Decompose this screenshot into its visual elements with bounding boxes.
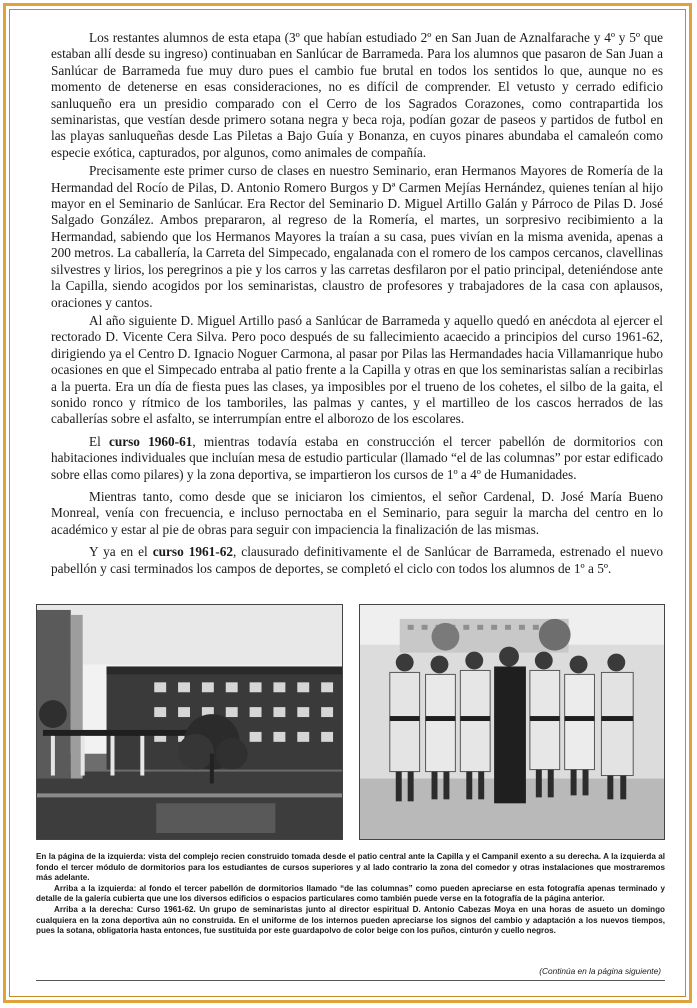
paragraph-6-post: , clausurado definitivamente el de Sanlúcar de Barrameda, estrenado el nuevo pabellón y casi terminados los campos de deportes, se completó el ciclo con todos los alumnos de 1º a 5º. [51,544,663,576]
article-body [51,30,663,579]
caption-1: En la página de la izquierda: vista del complejo recien construido tomada desde el patio central ante la Capilla y el Campanil exento a su derecha. A la izquierda al fondo el tercer módulo de dormitorios para los estudiantes de cursos superiores y al lado contrario la zona del comedor y otras instalaciones que mostraremos más adelante. [36,852,665,883]
paragraph-1: Los restantes alumnos de esta etapa (3º que habían estudiado 2º en San Juan de Aznalfarache y 4º y 5º que estaban allí desde su ingreso) continuaban en Sanlúcar de Barrameda. Para los alumnos que pasaron de San Juan a Sanlúcar de Barrameda fue muy duro pues el cambio fue brutal en todos los sentidos lo que, aunque no es momento de detenerse en esas consideraciones, no es difícil de comprender. El vetusto y cerrado edificio sanluqueño era un presidio comparado con el Cerro de los Sagrados Corazones, como contrapartida los seminaristas, que vestían desde primero sotana negra y beca roja, podían gozar de paseos y partidos de futbol en las playas sanluqueñas desde Las Piletas a Bajo Guía y Bonanza, en cuyos pinares abundaba el camaleón como especie exótica, capturados, por algunos, como animales de compañía. [51,30,663,160]
paragraph-6 [51,544,663,577]
building-photo-illustration [37,605,342,839]
paragraph-4-pre: El [89,433,109,449]
photo-building-complex [36,604,343,840]
paragraph-6-pre: Y ya en el [89,544,153,560]
paragraph-5: Mientras tanto, como desde que se iniciaron los cimientos, el señor Cardenal, D. José María Bueno Monreal, venía con frecuencia, e incluso pernoctaba en el Seminario, para seguir la marcha del centro en lo académico y estar al pie de obras para seguir con impaciencia la finalización de las mismas. [51,488,663,537]
caption-2: Arriba a la izquierda: al fondo el tercer pabellón de dormitorios llamado “de las columnas” como pueden apreciarse en esta fotografía apenas terminado y detalle de la galería cubierta que une los diversos edificios o espacios particulares como también puede verse en la fotografía de la página anterior. [36,883,665,904]
bottom-rule [36,980,665,981]
paragraph-6-bold: curso 1961-62 [152,544,234,560]
paragraph-3: Al año siguiente D. Miguel Artillo pasó a Sanlúcar de Barrameda y aquello quedó en anécdota al ejercer el rectorado D. Vicente Cera Silva. Pero poco después de su fallecimiento acaecido a principios del curso 1961-62, dirigiendo ya el Centro D. Ignacio Noguer Carmona, al pasar por Pilas las Hermandades hacia Villamanrique hubo ocasiones en que el Simpecado entraba al patio frente a la Capilla y otras en que los seminaristas salían a recibirlas a la puerta. Era un día de fiesta pues las clases, ya imposibles por el trueno de los cohetes, el silbo de la gaita, el sonido ronco y rítmico de los tamboriles, las palmas y cantes, y el martilleo de los cascos herrados de las caballerías sobre el asfalto, se interrumpían entre el alborozo de los escolares. [51,312,663,427]
paragraph-4 [51,434,663,483]
paragraph-2: Precisamente este primer curso de clases en nuestro Seminario, eran Hermanos Mayores de Romería de la Hermandad del Rocío de Pilas, D. Antonio Romero Burgos y Dª Carmen Mejías Hernández, quienes tenían al hijo mayor en el Seminario de Sanlúcar. Era Rector del Seminario D. Miguel Artillo Galán y Párroco de Pilas D. José Salgado González. Ambos prepararon, al regreso de la Romería, el martes, un sorpresivo recibimiento a la Hermandad, sabiendo que los Hermanos Mayores la traían a su casa, pues vivían en la misma avenida, apenas a 200 metros. La caballería, la Carreta del Simpecado, engalanada con el romero de los campos cercanos, clavellinas silvestres y lirios, los peregrinos a pie y los carros y las carretas desfilaron por el patio principal, deteniéndose ante la Capilla, siendo acogidos por los seminaristas, claustro de profesores y trabajadores de la casa con aplausos, oraciones y cantos. [51,163,663,310]
photo-captions [36,852,665,937]
paragraph-4-bold: curso 1960-61 [108,433,193,449]
continuation-note: (Continúa en la página siguiente) [539,966,661,976]
group-photo-illustration [360,605,664,839]
photo-seminarians-group [359,604,665,840]
caption-3: Arriba a la derecha: Curso 1961-62. Un grupo de seminaristas junto al director espiritual D. Antonio Cabezas Moya en una horas de asueto un domingo cualquiera en la zona deportiva aún no construida. En el uniforme de los internos pueden apreciarse los signos del cambio y adaptación a los nuevos tiempos, pues la sotana, obligatoria hasta entonces, fue sustituida por este guardapolvo de color beige con los puños, cinturón y cuello negros. [36,904,665,936]
paragraph-4-post: , mientras todavía estaba en construcción el tercer pabellón de dormitorios con habitaciones individuales que incluían mesa de estudio particular (llamado “el de las columnas” por estar edificado sobre ellas como pilares) y la zona deportiva, se impartieron los cursos de 1º a 4º de Humanidades. [51,433,663,482]
